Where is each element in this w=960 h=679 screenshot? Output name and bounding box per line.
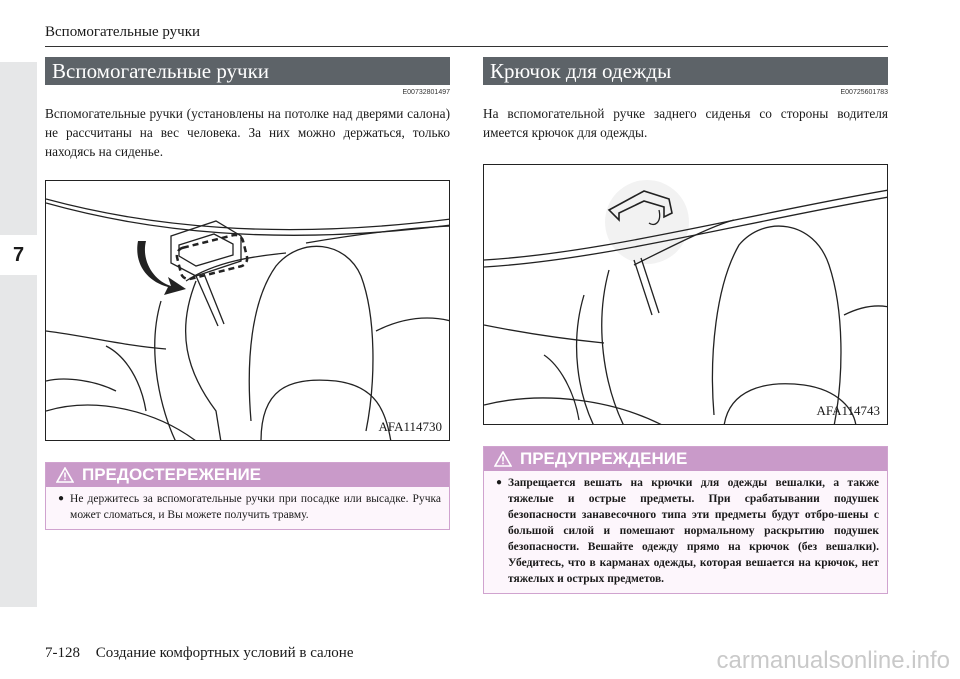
warning-triangle-icon bbox=[56, 467, 74, 483]
section-text: Вспомогательные ручки (установлены на потолке над дверями салона) не рассчитаны на вес человека. За них можно держаться, только находясь на сиденье. bbox=[45, 106, 450, 159]
section-heading-coat-hook: Крючок для одежды bbox=[483, 57, 888, 85]
caution-item bbox=[58, 491, 441, 523]
warning-box bbox=[483, 446, 888, 594]
warning-item bbox=[496, 475, 879, 587]
coat-hook-illustration bbox=[484, 165, 888, 425]
caution-item-text: Не держитесь за вспомогательные ручки при посадке или высадке. Ручка может сломаться, и Вы можете получить травму. bbox=[70, 493, 441, 521]
header-rule bbox=[45, 46, 888, 47]
warning-triangle-icon bbox=[494, 451, 512, 467]
chapter-side-strip bbox=[0, 62, 37, 607]
chapter-tab: 7 bbox=[0, 235, 37, 275]
figure-label: AFA114743 bbox=[816, 403, 880, 418]
section-code: E00732801497 bbox=[402, 89, 450, 96]
running-head: Вспомогательные ручки bbox=[45, 24, 201, 40]
section-text: На вспомогательной ручке заднего сиденья со стороны водителя имеется крючок для одежды. bbox=[483, 106, 888, 140]
bullet-icon: ● bbox=[58, 493, 65, 504]
caution-box bbox=[45, 462, 450, 530]
page-number: 7-128 bbox=[45, 645, 80, 661]
warning-header bbox=[484, 447, 887, 471]
caution-header bbox=[46, 463, 449, 487]
caution-title: ПРЕДОСТЕРЕЖЕНИЕ bbox=[82, 465, 262, 484]
page-footer bbox=[45, 645, 354, 662]
section-heading-handles: Вспомогательные ручки bbox=[45, 57, 450, 85]
assist-grip-illustration bbox=[46, 181, 450, 441]
section-code: E00725601783 bbox=[840, 89, 888, 96]
warning-title: ПРЕДУПРЕЖДЕНИЕ bbox=[520, 449, 688, 468]
figure-coat-hook bbox=[483, 164, 888, 425]
footer-chapter-title: Создание комфортных условий в салоне bbox=[95, 645, 354, 661]
figure-label: AFA114730 bbox=[378, 419, 442, 434]
watermark: carmanualsonline.info bbox=[716, 647, 950, 674]
caution-body bbox=[46, 487, 449, 529]
bullet-icon: ● bbox=[496, 477, 503, 488]
warning-item-text: Запрещается вешать на крючки для одежды вешалки, а также тяжелые и острые предметы. При срабатывании подушек безопасности занавесочного типа эти предметы будут отбро-шены с большой силой и помешают нормальному раскрытию подушек безопасности. Вешайте одежду прямо на крючок (без вешалки). Убедитесь, что в карманах одежды, которая вешается на крючок, нет тяжелых и острых предметов. bbox=[508, 477, 879, 585]
warning-body bbox=[484, 471, 887, 593]
figure-assist-grip bbox=[45, 180, 450, 441]
